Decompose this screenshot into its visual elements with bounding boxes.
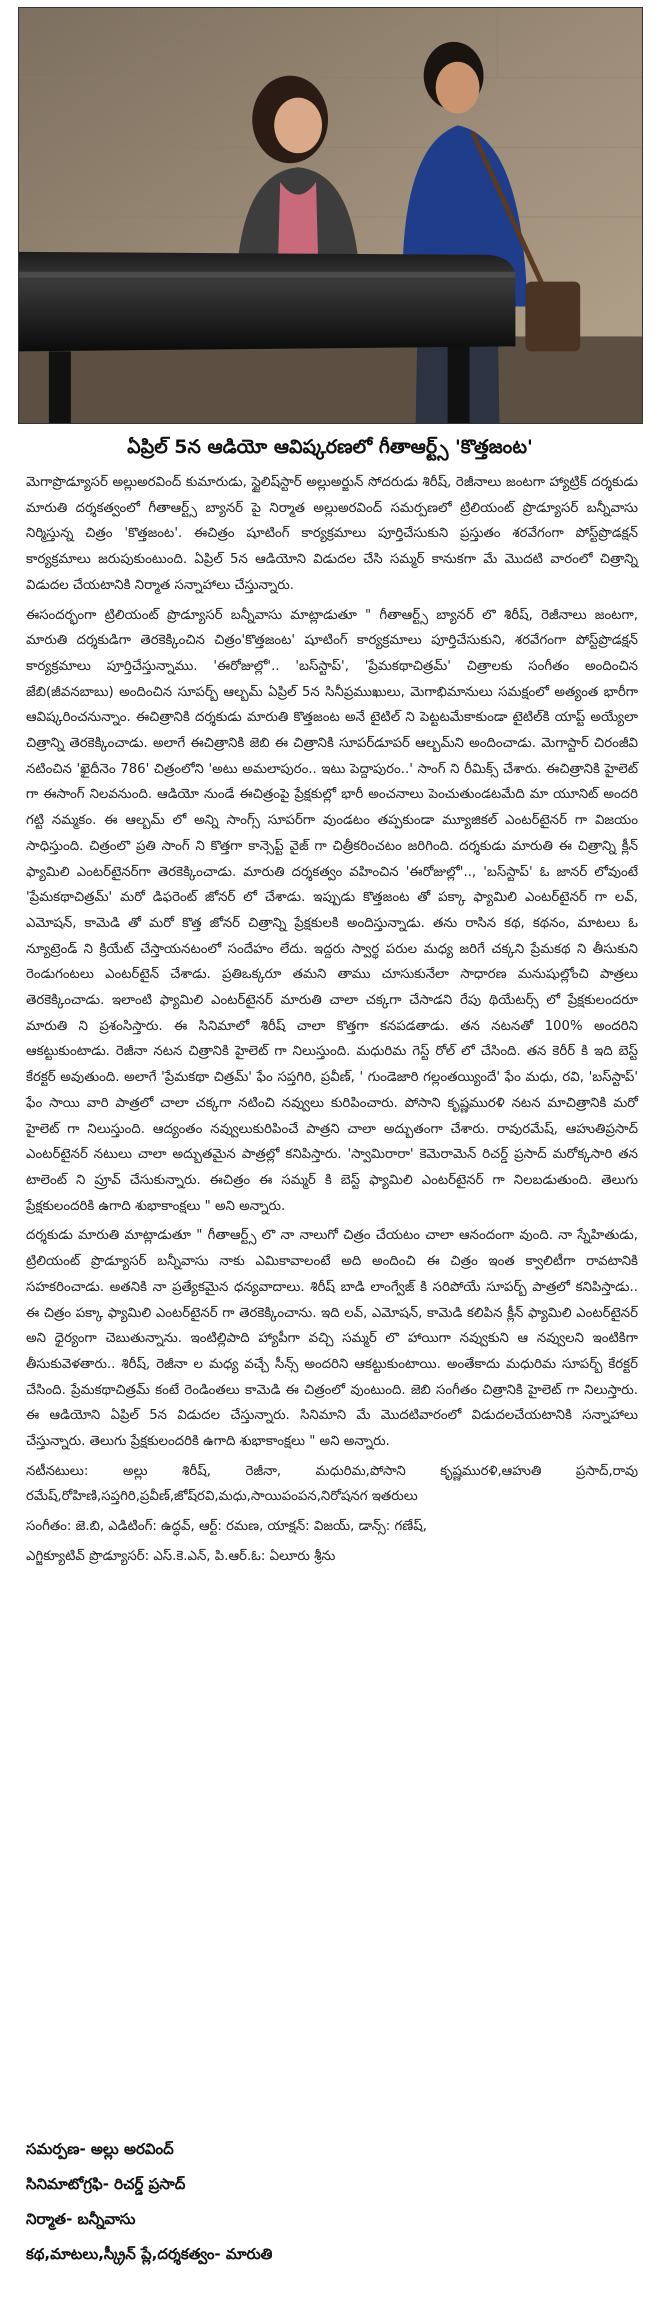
crew-list: ఎగ్జిక్యూటివ్ ప్రొడ్యూసర్: ఎస్.కె.ఎన్, పి.ఆర్.ఓ: ఏలూరు శ్రీను xyxy=(26,1548,336,1564)
article-paragraph: ఈసందర్భంగా ట్రిలియంట్ ప్రొడ్యూసర్ బన్నీవాసు మాట్లాడుతూ " గీతాఆర్ట్స్ బ్యానర్ లొ శిరీష్, రెజీనాలు జంటగా, మారుతి దర్శకుడిగా తెరకెక్కించిన చిత్రం'కొత్తజంట' షూటింగ్ కార్యక్రమాలు పూర్తిచేసుకుని, శరవేగంగా పోస్ట్‌ప్రొడక్షన్ కార్యక్రమాలు పూర్తిచేస్తున్నాము. 'ఈరోజుల్లో'.. 'బస్‌స్టాప్', 'ప్రేమకథాచిత్రమ్' చిత్రాలకు సంగీతం అందించిన జేబి(జీవనబాబు) అందించిన సూపర్బ్ ఆల్బమ్ ఏప్రిల్ 5న సినీప్రముఖులు, మెగాభిమానులు సమక్షంలో అత్యంత భారీగా ఆవిష్కరించనున్నాం. ఈచిత్రానికి దర్శకుడు మారుతి కొత్తజంట అనే టైటిల్ ని పెట్టటమేకాకుండా టైటిల్‌కి యాప్ట్ అయ్యేలా చిత్రాన్ని తెరకెక్కించాడు. అలాగే ఈచిత్రానికి జెబి ఈ చిత్రానికి సూపర్‌డూపర్ ఆల్బమ్‌ని అందించాడు. మెగాస్టార్ చిరంజీవి నటించిన 'ఖైదీనెం 786' చిత్రంలోని 'అటు అమలాపురం.. ఇటు పెద్దాపురం..' సాంగ్ ని రీమిక్స్ చేశారు. ఈచిత్రానికి హైలెట్ గా ఈసాంగ్ నిలవనుంది. ఆడియో నుండే ఈచిత్రంపై ప్రేక్షకుల్లో భారీ అంచనాలు పెంచుతుండటమేది మా యూనిట్ అందరి గట్టి నమ్మకం. ఈ ఆల్బమ్ లో అన్ని సాంగ్స్ సూపర్‌గా వుండటం తప్పకుండా మ్యూజికల్ ఎంటర్‌టైనర్ గా విజయం సాధిస్తుంది. చిత్రంలొ ప్రతి సాంగ్ ని కొత్తగా కాన్సెప్ట్ వైజ్ గా చిత్రీకరించటం జరిగింది. దర్శకుడు మారుతి ఈ చిత్రాన్ని క్లీన్ ఫ్యామిలి ఎంటర్‌టైనర్‌గా తెరకెక్కించాడు. మారుతి దర్శకత్వం వహించిన 'ఈరోజుల్లో'.., 'బస్‌స్టాప్' ఓ జానర్ లోవుంటే 'ప్రేమకథాచిత్రమ్' మరో డిఫరెంట్ జోనర్ లో చేశాడు. ఇప్పుడు కొత్తజంట తో పక్కా ఫ్యామిలి ఎంటర్‌టైనర్ గా లవ్, ఎమోషన్, కామెడి తో మరో కొత్త జోనర్ చిత్రాన్ని ప్రేక్షకులకి అందిస్తున్నాడు. తను రాసిన కథ, కథనం, మాటలు ఓ న్యూట్రెండ్ ని క్రియేట్ చేస్తాయనటంలో సందేహం లేదు. ఇద్దరు స్వార్థ పరుల మధ్య జరిగే చక్కని ప్రేమకథ ని తీసుకుని రెండుగంటలు ఎంటర్‌టైన్ చేశాడు. ప్రతిఒక్కరూ తమని తాము చూసుకునేలా సాధారణ మనుషుల్లోంచి పాత్రలు తెరకెక్కించాడు. ఇలాంటి ఫ్యామిలి ఎంటర్‌టైనర్ మారుతి చాలా చక్కగా చేసాడని రేపు థియేటర్స్ లో ప్రేక్షకులందరూ మారుతి ని ప్రశంసిస్తారు. ఈ సినిమాలో శిరీష్ చాలా కొత్తగా కనపడతాడు. తన నటనతో 100% అందరిని ఆకట్టుకుంటాడు. రెజీనా నటన చిత్రానికి హైలెట్ గా నిలుస్తుంది. మధురిమ గెస్ట్ రోల్ లో చేసింది. తన కెరీర్ కి ఇది బెస్ట్ కేరక్టర్ అవుతుంది. అలాగే 'ప్రేమకథా చిత్రమ్' ఫేం సప్తగిరి, ప్రవీణ్, ' గుండెజారి గల్లంతయ్యిందే' ఫేం మధు, రవి, 'బస్‌స్టాప్' ఫేం సాయి వారి పాత్రలో చాలా చక్కగా నటించి నవ్వులు కురిపించారు. పోసాని కృష్ణమురళి నటన మాచిత్రానికి మరో హైలెట్ గా నిలుస్తుంది. ఆద్యంతం నవ్వులుకురిపించే పాత్రని చాలా అద్బుతంగా చేశారు. రావురమేష్, ఆహుతిప్రసాద్ ఎంటర్‌టైనర్ నటులు చాలా అద్బుతమైన పాత్రల్లో కనిపిస్తారు. 'స్వామిరారా' కెమెరామెన్ రిచర్డ్ ప్రసాద్ మరోక్కసారి తన టాలెంట్ ని ప్రూవ్ చేసుకున్నారు. ఈచిత్రం ఈ సమ్మర్ కి బెస్ట్ ఫ్యామిలి ఎంటర్‌టైనర్ గా నిలబడుతుంది. తెలుగు ప్రేక్షకులందరికి ఉగాది శుభాకాంక్షలు " అని అన్నారు. xyxy=(26,607,639,1214)
credits-block xyxy=(26,2132,638,2272)
article-photo xyxy=(18,7,643,424)
crew-list: సంగీతం: జె.బి, ఎడిటింగ్: ఉద్ధవ్, ఆర్ట్: రమణ, యాక్షన్: విజయ్, డాన్స్: గణేష్, xyxy=(26,1519,427,1535)
cast-list: నటీనటులు: అల్లు శిరీష్, రెజీనా, మధురిమ,పోసాని కృష్ణమురళి,ఆహుతి ప్రసాద్,రావు రమేష్,రోహిణి,సప్తగిరి,ప్రవీణ్,జోష్‌రవి,మధు,సాయిపంపన,నిరోషనగ ఇతరులు xyxy=(26,1463,638,1505)
couple-at-piano-image xyxy=(19,8,642,423)
credit-cinematography: సినిమాటోగ్రఫి- రిచర్డ్ ప్రసాద్ xyxy=(26,2175,186,2193)
article-title: ఏప్రిల్ 5న ఆడియో ఆవిష్కరణలో గీతాఆర్ట్స్ 'కొత్తజంట' xyxy=(127,436,533,458)
credit-presenter: సమర్పణ- అల్లు అరవింద్ xyxy=(26,2140,174,2158)
credit-producer: నిర్మాత- బన్నీవాసు xyxy=(26,2210,136,2228)
article-paragraph: దర్శకుడు మారుతి మాట్లాడుతూ " గీతాఆర్ట్స్ లొ నా నాలుగో చిత్రం చేయటం చాలా ఆనందంగా వుంది. నా స్నేహితుడు, ట్రిలియంట్ ప్రొడ్యూసర్ బన్నీవాసు నాకు ఎమికావాలంటే అది అందించి ఈ చిత్రం ఇంత క్వాలిటీగా రావటానికి సహకరించాడు. అతనికి నా ప్రత్యేకమైన ధన్యవాదాలు. శిరీష్ బాడి లాంగ్వేజ్ కి సరిపోయే సూపర్బ్ పాత్రలో కనిపిస్తాడు.. ఈ చిత్రం పక్కా ఫ్యామిలి ఎంటర్‌టైనర్ గా తెరకెక్కించాను. ఇది లవ్, ఎమోషన్, కామెడి కలిపిన క్లీన్ ఫ్యామిలి ఎంటర్‌టైనర్ అని ధైర్యంగా చెబుతున్నాను. ఇంటిల్లిపాది హ్యాపీగా వచ్చి సమ్మర్ లొ హాయిగా నవ్వుకుని ఆ నవ్వులని ఇంటికిగా తీసుకువెళతారు.. శిరీష్, రెజీనా ల మధ్య వచ్చే సీన్స్ అందరిని ఆకట్టుకుంటాయి. అంతేకాదు మధురిమ సూపర్బ్ కేరక్టర్ చేసింది. ప్రేమకథాచిత్రమ్ కంటే రెండింతలు కామెడి ఈ చిత్రంలో వుంటుంది. జెబి సంగీతం చిత్రానికి హైలెట్ గా నిలుస్తారు. ఈ ఆడియోని ఏప్రిల్ 5న విడుదల చేస్తున్నారు. సినిమాని మే మొదటివారంలో విడుదలచేయటానికి సన్నాహాలు చేస్తున్నారు. తెలుగు ప్రేక్షకులందరికి ఉగాది శుభాకాంక్షలు " అని అన్నారు. xyxy=(26,1228,638,1450)
article-paragraph: మెగాప్రొడ్యూసర్ అల్లుఅరవింద్ కుమారుడు, స్టైలిష్‌స్టార్ అల్లుఅర్జున్ సోదరుడు శిరీష్, రెజీనాలు జంటగా హ్యాట్రిక్ దర్శకుడు మారుతి దర్శకత్వంలో గీతాఆర్ట్స్ బ్యానర్ పై నిర్మాత అల్లుఅరవింద్ సమర్పణలో ట్రిలియంట్ ప్రొడ్యూసర్ బన్నీవాసు నిర్మిస్తున్న చిత్రం 'కొత్తజంట'. ఈచిత్రం షూటింగ్ కార్యక్రమాలు పూర్తిచేసుకుని ప్రస్తుతం శరవేగంగా పోస్ట్‌ప్రొడక్షన్ కార్యక్రమాలు జరుపుకుంటుంది. ఏప్రిల్ 5న ఆడియోని విడుదల చేసి సమ్మర్ కానుకగా మే మొదటి వారంలో చిత్రాన్ని విడుదల చేయటానికి నిర్మాత సన్నాహాలు చేస్తున్నారు. xyxy=(26,475,638,593)
article-body xyxy=(26,470,638,1574)
credit-director: కథ,మాటలు,స్క్రీన్ ప్లే,దర్శకత్వం- మారుతి xyxy=(26,2245,273,2263)
